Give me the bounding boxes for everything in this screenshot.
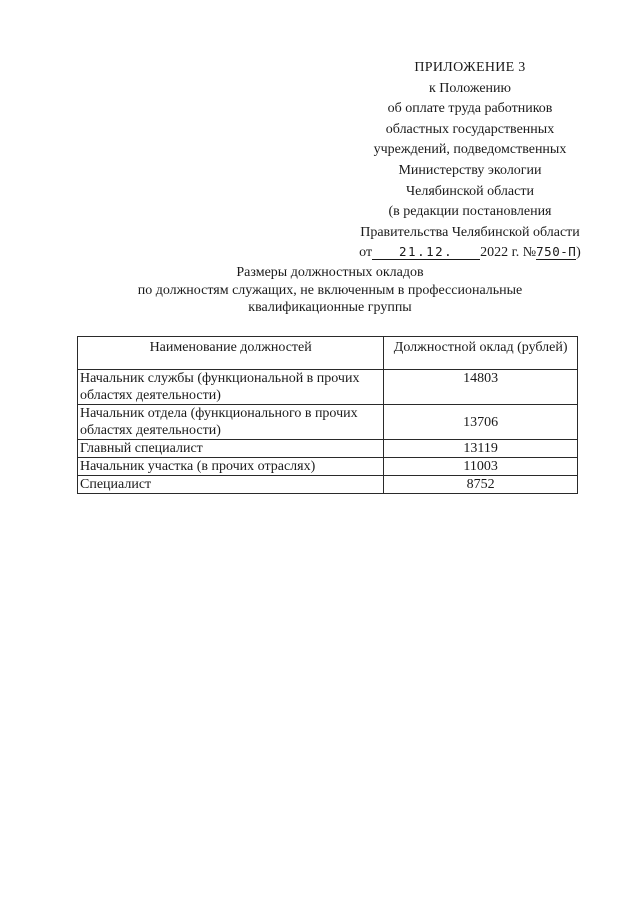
- appendix-header: [330, 58, 610, 264]
- salary-table: [77, 336, 578, 494]
- date-field: 21.12.: [372, 244, 480, 260]
- appendix-line: об оплате труда работников: [387, 101, 553, 117]
- appendix-line: Челябинской области: [406, 183, 534, 199]
- appendix-line: Правительства Челябинской области: [360, 224, 580, 240]
- resolution-date-line: [330, 243, 610, 264]
- salary-cell: 13119: [384, 440, 578, 458]
- salary-cell: 14803: [384, 370, 578, 405]
- appendix-line: областных государственных: [385, 121, 555, 137]
- date-prefix: от: [359, 245, 373, 261]
- table-row: [78, 370, 578, 405]
- appendix-line: (в редакции постановления: [388, 204, 552, 220]
- document-title: [60, 264, 600, 317]
- table-row: [78, 458, 578, 476]
- date-suffix: ): [576, 245, 581, 261]
- title-line: квалификационные группы: [248, 300, 412, 315]
- salary-cell: 11003: [384, 458, 578, 476]
- position-cell: Начальник отдела (функционального в прочих областях деятельности): [78, 405, 384, 440]
- column-header-position: Наименование должностей: [78, 337, 384, 370]
- table-row: [78, 476, 578, 494]
- date-year: 2022 г. №: [480, 245, 537, 261]
- column-header-salary: Должностной оклад (рублей): [384, 337, 578, 370]
- appendix-line: учреждений, подведомственных: [373, 142, 567, 158]
- table-row: [78, 405, 578, 440]
- table-header-row: [78, 337, 578, 370]
- appendix-line: Министерству экологии: [398, 162, 542, 178]
- position-cell: Начальник участка (в прочих отраслях): [78, 458, 384, 476]
- salary-cell: 13706: [384, 405, 578, 440]
- salary-cell: 8752: [384, 476, 578, 494]
- appendix-line: к Положению: [428, 80, 511, 96]
- title-line: по должностям служащих, не включенным в профессиональные: [137, 282, 523, 298]
- position-cell: Специалист: [78, 476, 384, 494]
- appendix-heading: ПРИЛОЖЕНИЕ 3: [414, 60, 526, 75]
- resolution-number-field: 750-П: [536, 244, 577, 260]
- title-line: Размеры должностных окладов: [236, 265, 424, 280]
- position-cell: Главный специалист: [78, 440, 384, 458]
- table-row: [78, 440, 578, 458]
- position-cell: Начальник службы (функциональной в прочих областях деятельности): [78, 370, 384, 405]
